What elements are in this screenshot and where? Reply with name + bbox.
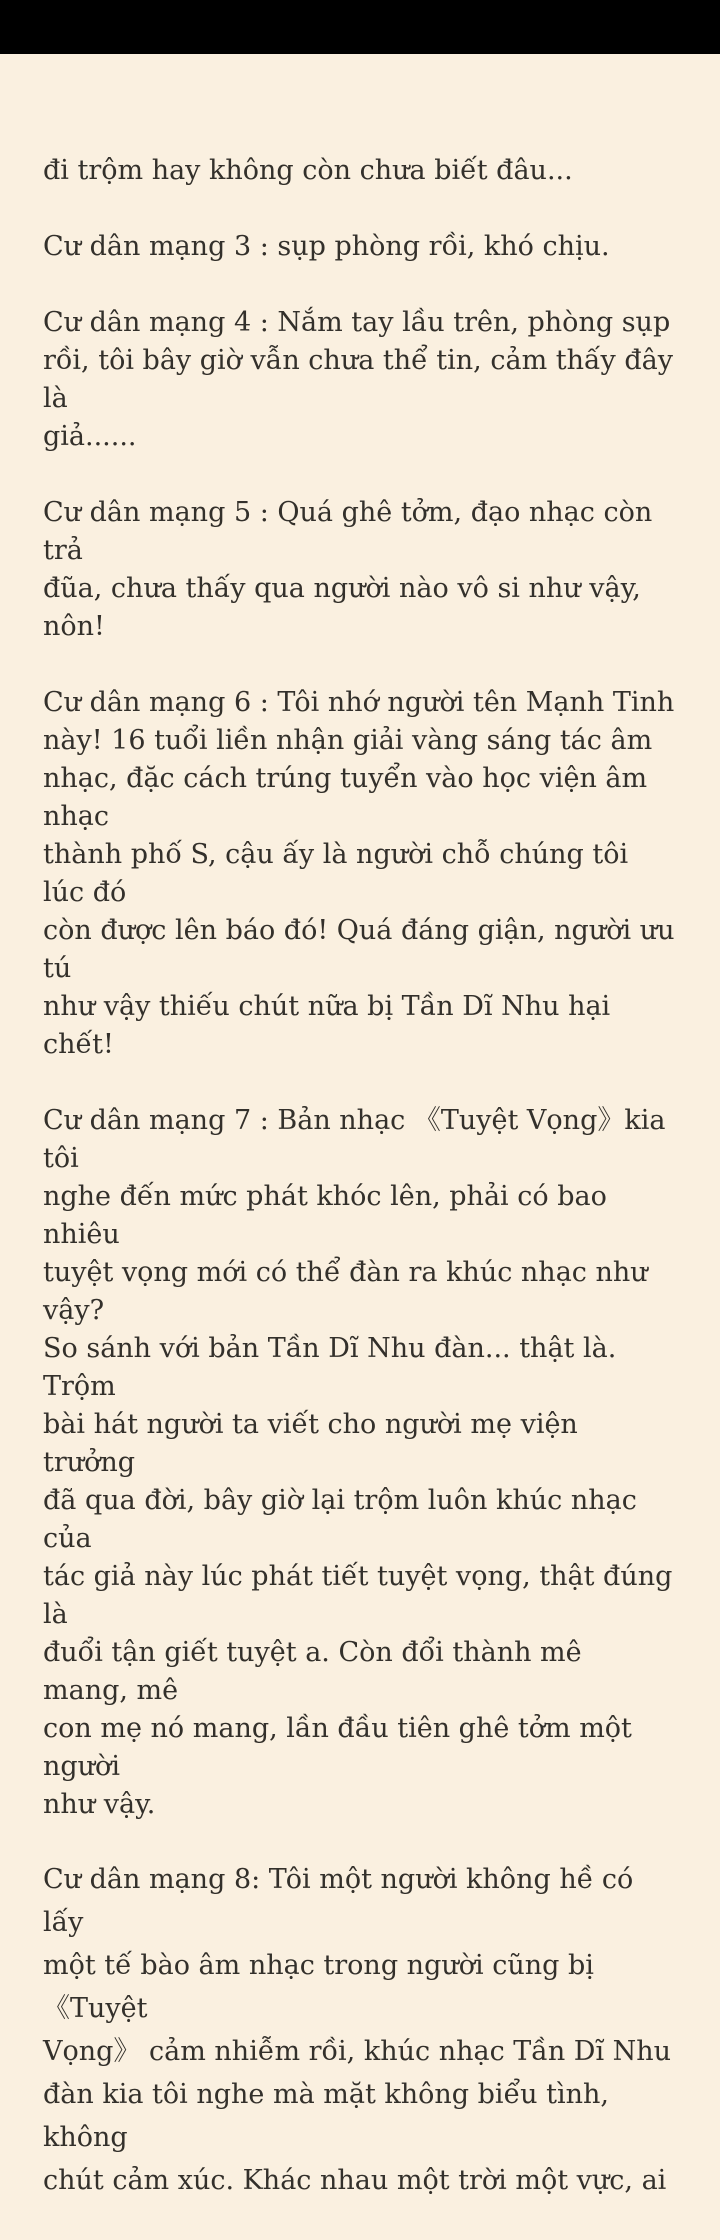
paragraph: Cư dân mạng 8: Tôi một người không hề có lấy một tế bào âm nhạc trong người cũng bị 《Tuyệt Vọng》 cảm nhiễm rồi, khúc nhạc Tần Dĩ Nhu đàn kia tôi nghe mà mặt không biểu tình, không chút cảm xúc. Khác nhau một trời một vực, ai <box>43 1864 672 2196</box>
paragraph: đi trộm hay không còn chưa biết đâu... <box>43 155 573 186</box>
paragraph: Cư dân mạng 5 : Quá ghê tởm, đạo nhạc còn trả đũa, chưa thấy qua người nào vô si như vậy, nôn! <box>43 497 653 642</box>
paragraph: Cư dân mạng 4 : Nắm tay lầu trên, phòng sụp rồi, tôi bây giờ vẫn chưa thể tin, cảm thấy đây là giả...... <box>43 307 674 452</box>
paragraph: Cư dân mạng 6 : Tôi nhớ người tên Mạnh Tinh này! 16 tuổi liền nhận giải vàng sáng tác âm nhạc, đặc cách trúng tuyển vào học viện âm nhạc thành phố S, cậu ấy là người chỗ chúng tôi lúc đó còn được lên báo đó! Quá đáng giận, người ưu tú như vậy thiếu chút nữa bị Tần Dĩ Nhu hại chết! <box>43 687 675 1060</box>
paragraph: Cư dân mạng 7 : Bản nhạc 《Tuyệt Vọng》kia tôi nghe đến mức phát khóc lên, phải có bao nhiêu tuyệt vọng mới có thể đàn ra khúc nhạc như vậy? So sánh với bản Tần Dĩ Nhu đàn... thật là. Trộm bài hát người ta viết cho người mẹ viện trưởng đã qua đời, bây giờ lại trộm luôn khúc nhạc của tác giả này lúc phát tiết tuyệt vọng, thật đúng là đuổi tận giết tuyệt a. Còn đổi thành mê mang, mê con mẹ nó mang, lần đầu tiên ghê tởm một người như vậy. <box>43 1105 673 1820</box>
paragraph: Cư dân mạng 3 : sụp phòng rồi, khó chịu. <box>43 231 610 262</box>
reader-content[interactable] <box>43 152 675 2240</box>
status-bar <box>0 0 720 54</box>
